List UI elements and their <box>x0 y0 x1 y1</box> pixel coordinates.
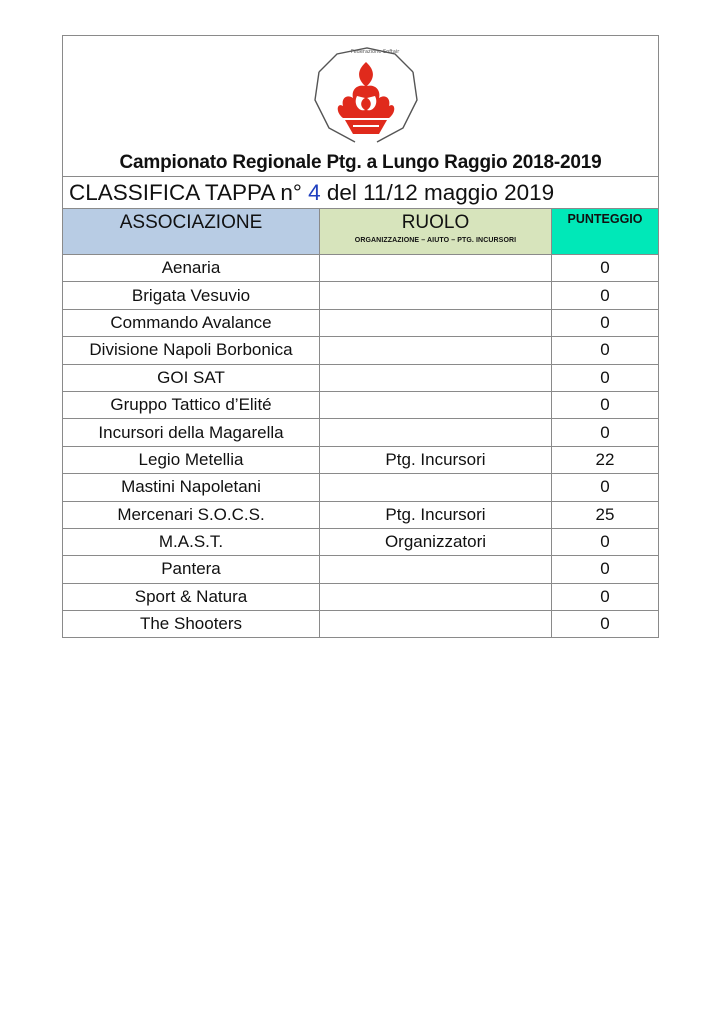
score-cell: 0 <box>552 528 659 555</box>
table-row <box>63 583 659 610</box>
table-row <box>63 556 659 583</box>
association-cell: Legio Metellia <box>63 446 320 473</box>
role-cell <box>320 419 552 446</box>
table-row <box>63 419 659 446</box>
association-cell: The Shooters <box>63 611 320 638</box>
score-cell: 0 <box>552 282 659 309</box>
score-cell: 0 <box>552 474 659 501</box>
stage-prefix: CLASSIFICA TAPPA n° <box>69 179 309 205</box>
table-row <box>63 474 659 501</box>
association-cell: Incursori della Magarella <box>63 419 320 446</box>
association-cell: Mastini Napoletani <box>63 474 320 501</box>
score-cell: 0 <box>552 337 659 364</box>
role-cell <box>320 337 552 364</box>
role-cell <box>320 474 552 501</box>
standings-sheet <box>62 35 659 638</box>
role-cell <box>320 364 552 391</box>
championship-title: Campionato Regionale Ptg. a Lungo Raggio 2018-2019 <box>119 152 602 173</box>
stage-title <box>63 177 659 209</box>
column-header-score: PUNTEGGIO <box>552 209 659 255</box>
score-cell: 25 <box>552 501 659 528</box>
role-cell: Organizzatori <box>320 528 552 555</box>
association-cell: Aenaria <box>63 255 320 282</box>
stage-suffix: del 11/12 maggio 2019 <box>320 179 555 205</box>
role-cell <box>320 309 552 336</box>
role-cell <box>320 611 552 638</box>
role-cell <box>320 282 552 309</box>
role-cell <box>320 391 552 418</box>
table-row <box>63 255 659 282</box>
table-row <box>63 337 659 364</box>
association-cell: Divisione Napoli Borbonica <box>63 337 320 364</box>
association-cell: GOI SAT <box>63 364 320 391</box>
role-cell <box>320 255 552 282</box>
score-cell: 0 <box>552 556 659 583</box>
table-row <box>63 282 659 309</box>
role-cell: Ptg. Incursori <box>320 501 552 528</box>
role-cell: Ptg. Incursori <box>320 446 552 473</box>
association-cell: Pantera <box>63 556 320 583</box>
score-cell: 0 <box>552 611 659 638</box>
federation-flame-emblem-icon <box>307 42 425 146</box>
table-row <box>63 391 659 418</box>
score-cell: 22 <box>552 446 659 473</box>
association-cell: Sport & Natura <box>63 583 320 610</box>
column-header-association: ASSOCIAZIONE <box>63 209 320 255</box>
logo-ring-text: Federazione Softair <box>351 49 400 55</box>
stage-number: 4 <box>308 179 321 205</box>
association-cell: Commando Avalance <box>63 309 320 336</box>
score-cell: 0 <box>552 391 659 418</box>
table-row <box>63 446 659 473</box>
score-cell: 0 <box>552 364 659 391</box>
table-row <box>63 501 659 528</box>
role-cell <box>320 556 552 583</box>
table-row <box>63 364 659 391</box>
table-row <box>63 611 659 638</box>
table-row <box>63 528 659 555</box>
score-cell: 0 <box>552 419 659 446</box>
association-cell: Mercenari S.O.C.S. <box>63 501 320 528</box>
association-cell: Gruppo Tattico d’Elité <box>63 391 320 418</box>
role-header-label: RUOLO <box>401 212 470 233</box>
column-header-role <box>320 209 552 255</box>
role-cell <box>320 583 552 610</box>
score-cell: 0 <box>552 309 659 336</box>
table-row <box>63 309 659 336</box>
score-cell: 0 <box>552 255 659 282</box>
role-header-subtitle: ORGANIZZAZIONE – AIUTO – PTG. INCURSORI <box>354 237 517 244</box>
score-cell: 0 <box>552 583 659 610</box>
association-cell: Brigata Vesuvio <box>63 282 320 309</box>
association-cell: M.A.S.T. <box>63 528 320 555</box>
title-block <box>63 36 659 177</box>
